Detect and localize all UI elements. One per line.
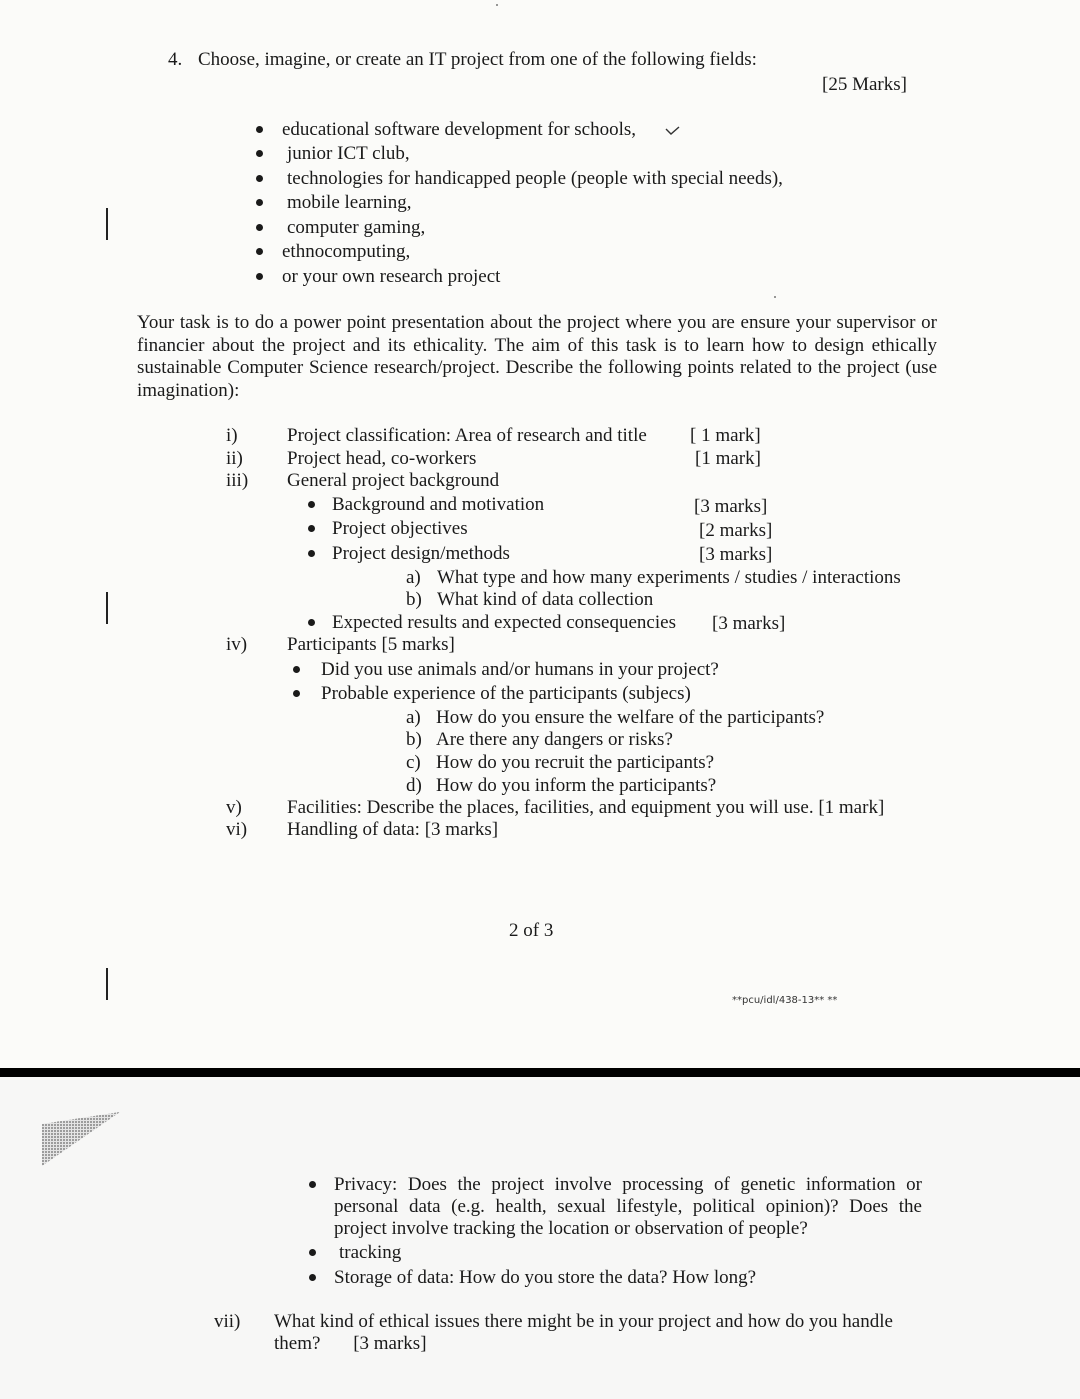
bullet-icon <box>256 224 263 231</box>
item-number: vi) <box>226 819 248 840</box>
sub-letter: b) <box>406 589 422 610</box>
bullet-icon <box>308 550 315 557</box>
scan-mark <box>106 208 108 240</box>
sub-letter: a) <box>406 567 421 588</box>
sub-letter: c) <box>406 752 421 773</box>
subitem-text: Project objectives <box>332 518 468 539</box>
subitem-mark: [3 marks] <box>712 613 786 634</box>
subitem-text: Probable experience of the participants (subjecs) <box>321 683 691 704</box>
subitem-mark: [3 marks] <box>699 544 773 565</box>
subitem-text: Background and motivation <box>332 494 545 515</box>
page-number: 2 of 3 <box>509 920 554 941</box>
bullet-icon <box>256 126 263 133</box>
sub-text: Are there any dangers or risks? <box>436 729 673 750</box>
task-paragraph: Your task is to do a power point presentation about the project where you are ensure your supervisor or financier about the project and its ethicality. The aim of this task is to learn how to design ethically sustainable Computer Science research/project. Describe the following points related to the project (use imagination): <box>137 312 937 401</box>
sub-letter: a) <box>406 707 421 728</box>
scan-speck <box>496 4 498 6</box>
bullet-icon <box>293 666 300 673</box>
bullet-icon <box>256 150 263 157</box>
field-item: or your own research project <box>282 266 501 287</box>
field-item: educational software development for schools, <box>282 119 637 140</box>
bullet-icon <box>256 248 263 255</box>
item-mark: [1 mark] <box>695 448 761 469</box>
item-number: v) <box>226 797 242 818</box>
checkmark-icon <box>665 126 681 136</box>
question-marks: [25 Marks] <box>822 74 907 95</box>
item-mark: [3 marks] <box>353 1333 427 1354</box>
subitem-mark: [3 marks] <box>694 496 768 517</box>
storage-bullet: Storage of data: How do you store the data? How long? <box>334 1267 757 1288</box>
footer-code: **pcu/idl/438-13** ** <box>732 995 838 1006</box>
bullet-icon <box>308 619 315 626</box>
field-item: technologies for handicapped people (people with special needs), <box>287 168 783 189</box>
item-text: Participants [5 marks] <box>287 634 455 655</box>
item-number: iv) <box>226 634 248 655</box>
scan-corner-artifact <box>42 1112 120 1166</box>
subitem-mark: [2 marks] <box>699 520 773 541</box>
field-item: mobile learning, <box>287 192 412 213</box>
tracking-bullet: tracking <box>339 1242 402 1263</box>
scan-mark <box>106 968 108 1000</box>
sub-text: What kind of data collection <box>437 589 654 610</box>
item-mark: [ 1 mark] <box>690 425 761 446</box>
item-text: Project classification: Area of research and title <box>287 425 647 446</box>
question-intro: Choose, imagine, or create an IT project from one of the following fields: <box>198 49 757 70</box>
bullet-icon <box>309 1274 316 1281</box>
sub-letter: d) <box>406 775 422 796</box>
bullet-icon <box>309 1181 316 1188</box>
sub-text: How do you inform the participants? <box>436 775 717 796</box>
sub-text: How do you ensure the welfare of the participants? <box>436 707 825 728</box>
scan-mark <box>106 592 108 624</box>
item-text: Facilities: Describe the places, facilities, and equipment you will use. [1 mark] <box>287 797 885 818</box>
bullet-icon <box>293 690 300 697</box>
item-text: General project background <box>287 470 500 491</box>
bullet-icon <box>256 199 263 206</box>
bullet-icon <box>309 1249 316 1256</box>
scan-speck <box>774 296 776 298</box>
item-text: Project head, co-workers <box>287 448 477 469</box>
bullet-icon <box>308 525 315 532</box>
subitem-text: Expected results and expected consequencies <box>332 612 676 633</box>
bullet-icon <box>308 501 315 508</box>
bullet-icon <box>256 175 263 182</box>
item-text: Handling of data: [3 marks] <box>287 819 499 840</box>
sub-text: How do you recruit the participants? <box>436 752 715 773</box>
subitem-text: Project design/methods <box>332 543 510 564</box>
page-divider <box>0 1068 1080 1077</box>
field-item: junior ICT club, <box>287 143 410 164</box>
bullet-icon <box>256 273 263 280</box>
field-item: ethnocomputing, <box>282 241 411 262</box>
question-number: 4. <box>168 49 183 70</box>
item-number: ii) <box>226 448 243 469</box>
field-item: computer gaming, <box>287 217 426 238</box>
subitem-text: Did you use animals and/or humans in your project? <box>321 659 719 680</box>
item-text <box>274 1311 924 1355</box>
item-vii-question: What kind of ethical issues there might be in your project and how do you handle them? <box>274 1311 893 1354</box>
item-number: iii) <box>226 470 249 491</box>
privacy-bullet: Privacy: Does the project involve processing of genetic information or personal data (e.g. health, sexual lifestyle, political opinion)? Does the project involve tracking the location or observation of people? <box>334 1174 922 1239</box>
sub-letter: b) <box>406 729 422 750</box>
item-number: vii) <box>214 1311 241 1332</box>
item-number: i) <box>226 425 238 446</box>
sub-text: What type and how many experiments / studies / interactions <box>437 567 901 588</box>
